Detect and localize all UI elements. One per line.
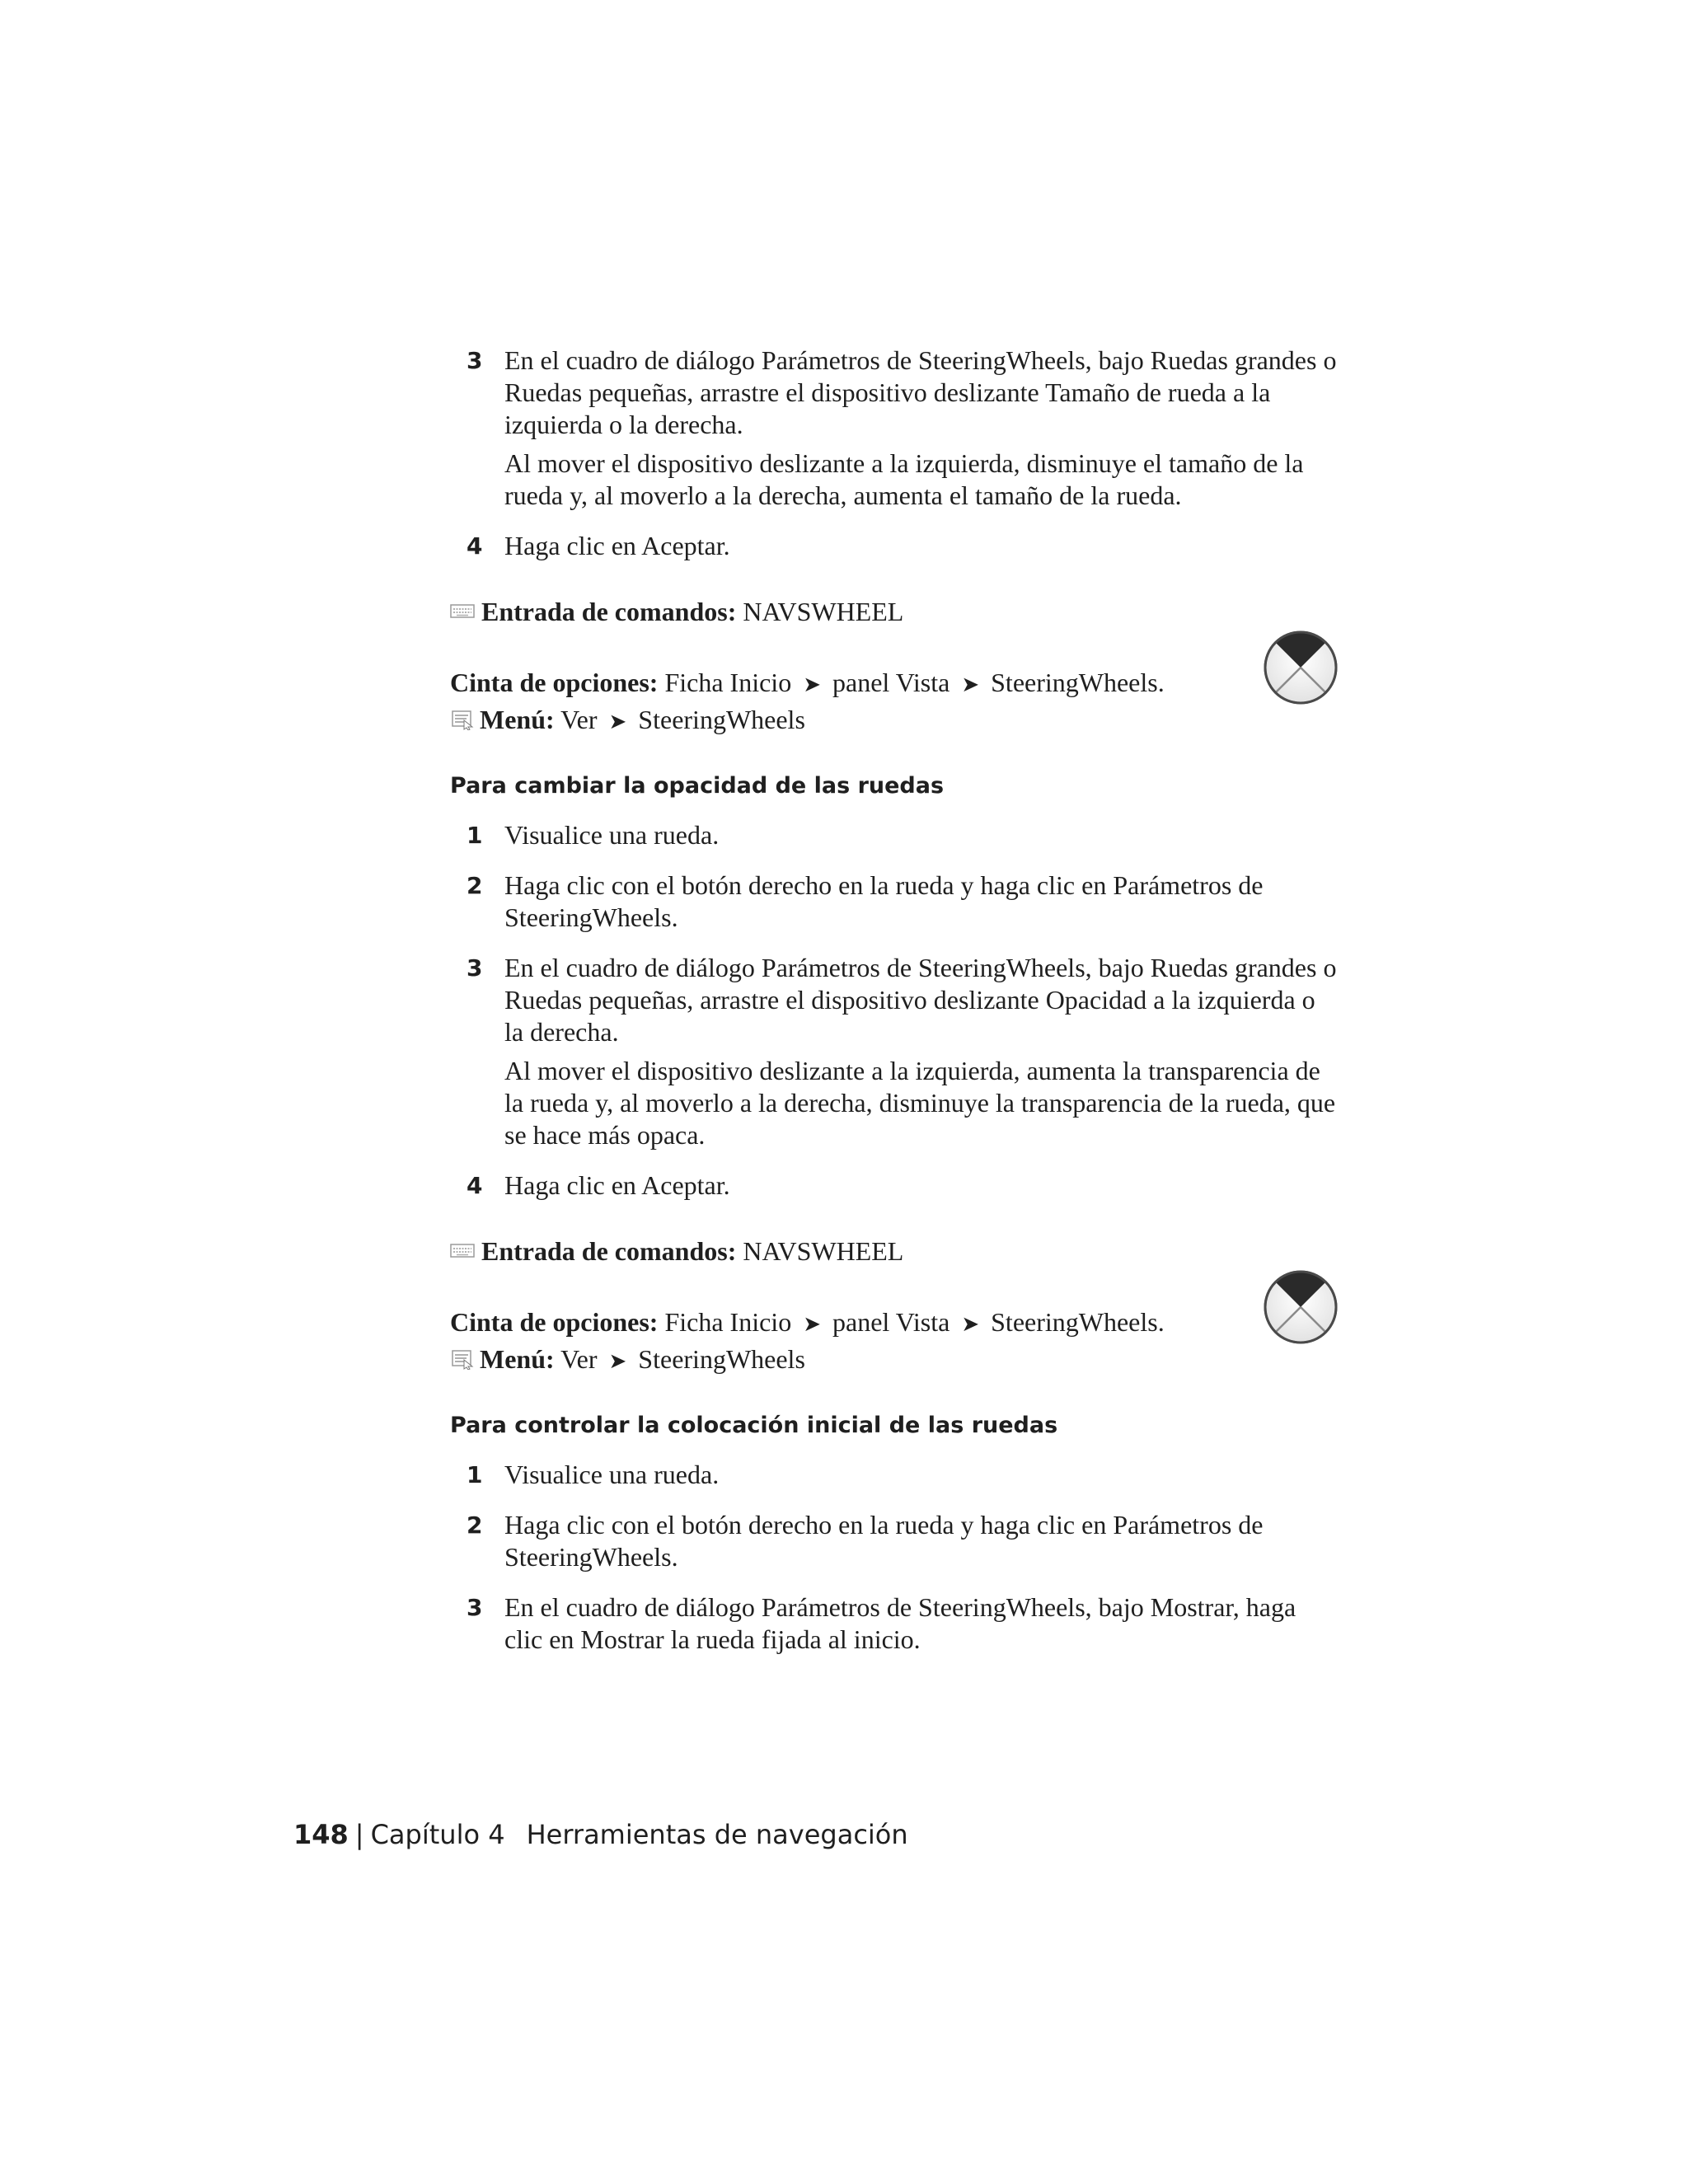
page-content xyxy=(450,344,1340,1674)
ribbon-path xyxy=(450,1305,1340,1341)
steering-wheel-icon xyxy=(1261,1268,1340,1347)
menu-path xyxy=(450,701,1340,740)
arrow-right-icon: ➤ xyxy=(803,673,821,697)
step-text: Haga clic en Aceptar. xyxy=(504,531,730,560)
arrow-right-icon: ➤ xyxy=(961,1312,980,1337)
step-number: 2 xyxy=(467,1511,483,1539)
step-number: 4 xyxy=(467,1172,483,1199)
arrow-right-icon: ➤ xyxy=(803,1312,821,1337)
ribbon-access xyxy=(450,1305,1340,1380)
step-1-display-wheel xyxy=(450,819,1340,851)
section-heading-opacity: Para cambiar la opacidad de las ruedas xyxy=(450,773,945,799)
menu-subitem: SteeringWheels xyxy=(638,1344,805,1374)
menu-label: Menú: xyxy=(480,705,555,734)
arrow-right-icon: ➤ xyxy=(608,710,627,734)
step-number: 3 xyxy=(467,347,483,374)
menu-icon xyxy=(450,709,475,730)
command-entry-label: Entrada de comandos: xyxy=(481,597,737,626)
step-text: Visualice una rueda. xyxy=(504,820,720,850)
step-note: Al mover el dispositivo deslizante a la izquierda, aumenta la transparencia de la rueda y, al moverlo a la derecha, disminuye la transparencia de la rueda, que se hace más opaca. xyxy=(504,1056,1336,1150)
command-entry xyxy=(450,1235,1340,1268)
step-2-right-click xyxy=(450,869,1340,934)
step-text: Haga clic con el botón derecho en la rueda y haga clic en Parámetros de SteeringWheels. xyxy=(504,870,1264,932)
menu-icon xyxy=(450,1348,475,1370)
command-entry xyxy=(450,595,1340,628)
arrow-right-icon: ➤ xyxy=(961,673,980,697)
step-text: En el cuadro de diálogo Parámetros de SteeringWheels, bajo Ruedas grandes o Ruedas pequeñas, arrastre el dispositivo deslizante Opacidad a la izquierda o la derecha. xyxy=(504,953,1337,1047)
step-number: 3 xyxy=(467,954,483,982)
step-text: En el cuadro de diálogo Parámetros de SteeringWheels, bajo Ruedas grandes o Ruedas pequeñas, arrastre el dispositivo deslizante Tamaño de rueda a la izquierda o la derecha. xyxy=(504,345,1337,439)
steering-wheel-icon xyxy=(1261,628,1340,707)
ribbon-label: Cinta de opciones: xyxy=(450,668,659,697)
footer-separator: | xyxy=(354,1819,364,1850)
step-text: Haga clic con el botón derecho en la rueda y haga clic en Parámetros de SteeringWheels. xyxy=(504,1510,1264,1572)
step-text: Visualice una rueda. xyxy=(504,1460,720,1489)
chapter-label: Capítulo 4 xyxy=(370,1819,505,1850)
menu-item: Ver xyxy=(560,1344,598,1374)
menu-item: Ver xyxy=(560,705,598,734)
step-2-right-click xyxy=(450,1509,1340,1573)
ribbon-panel: panel Vista xyxy=(832,1307,950,1337)
section-heading-initial-placement: Para controlar la colocación inicial de las ruedas xyxy=(450,1413,1058,1438)
step-3-wheel-size xyxy=(450,344,1340,512)
page-footer xyxy=(293,1818,908,1851)
step-number: 1 xyxy=(467,1461,483,1488)
step-text: Haga clic en Aceptar. xyxy=(504,1170,730,1200)
step-number: 3 xyxy=(467,1594,483,1621)
ribbon-label: Cinta de opciones: xyxy=(450,1307,659,1337)
step-3-opacity-slider xyxy=(450,952,1340,1151)
ribbon-command: SteeringWheels. xyxy=(991,668,1165,697)
ribbon-access xyxy=(450,666,1340,740)
menu-subitem: SteeringWheels xyxy=(638,705,805,734)
step-3-show-pinned-wheel xyxy=(450,1591,1340,1656)
ribbon-panel: panel Vista xyxy=(832,668,950,697)
ribbon-tab: Ficha Inicio xyxy=(664,1307,792,1337)
step-number: 1 xyxy=(467,822,483,849)
step-text: En el cuadro de diálogo Parámetros de SteeringWheels, bajo Mostrar, haga clic en Mostrar la rueda fijada al inicio. xyxy=(504,1592,1296,1654)
keyboard-icon xyxy=(450,1242,475,1258)
command-entry-value: NAVSWHEEL xyxy=(743,597,904,626)
command-entry-value: NAVSWHEEL xyxy=(743,1236,904,1266)
ribbon-command: SteeringWheels. xyxy=(991,1307,1165,1337)
keyboard-icon xyxy=(450,602,475,619)
command-entry-label: Entrada de comandos: xyxy=(481,1236,737,1266)
arrow-right-icon: ➤ xyxy=(608,1349,627,1374)
step-number: 2 xyxy=(467,872,483,899)
step-number: 4 xyxy=(467,532,483,560)
menu-path xyxy=(450,1341,1340,1380)
step-1-display-wheel xyxy=(450,1459,1340,1491)
menu-label: Menú: xyxy=(480,1344,555,1374)
ribbon-tab: Ficha Inicio xyxy=(664,668,792,697)
ribbon-path xyxy=(450,666,1340,701)
page-number: 148 xyxy=(293,1819,349,1850)
step-note: Al mover el dispositivo deslizante a la izquierda, disminuye el tamaño de la rueda y, al moverlo a la derecha, aumenta el tamaño de la rueda. xyxy=(504,448,1304,510)
step-4-accept xyxy=(450,530,1340,562)
step-4-accept xyxy=(450,1169,1340,1202)
chapter-title: Herramientas de navegación xyxy=(526,1819,908,1850)
